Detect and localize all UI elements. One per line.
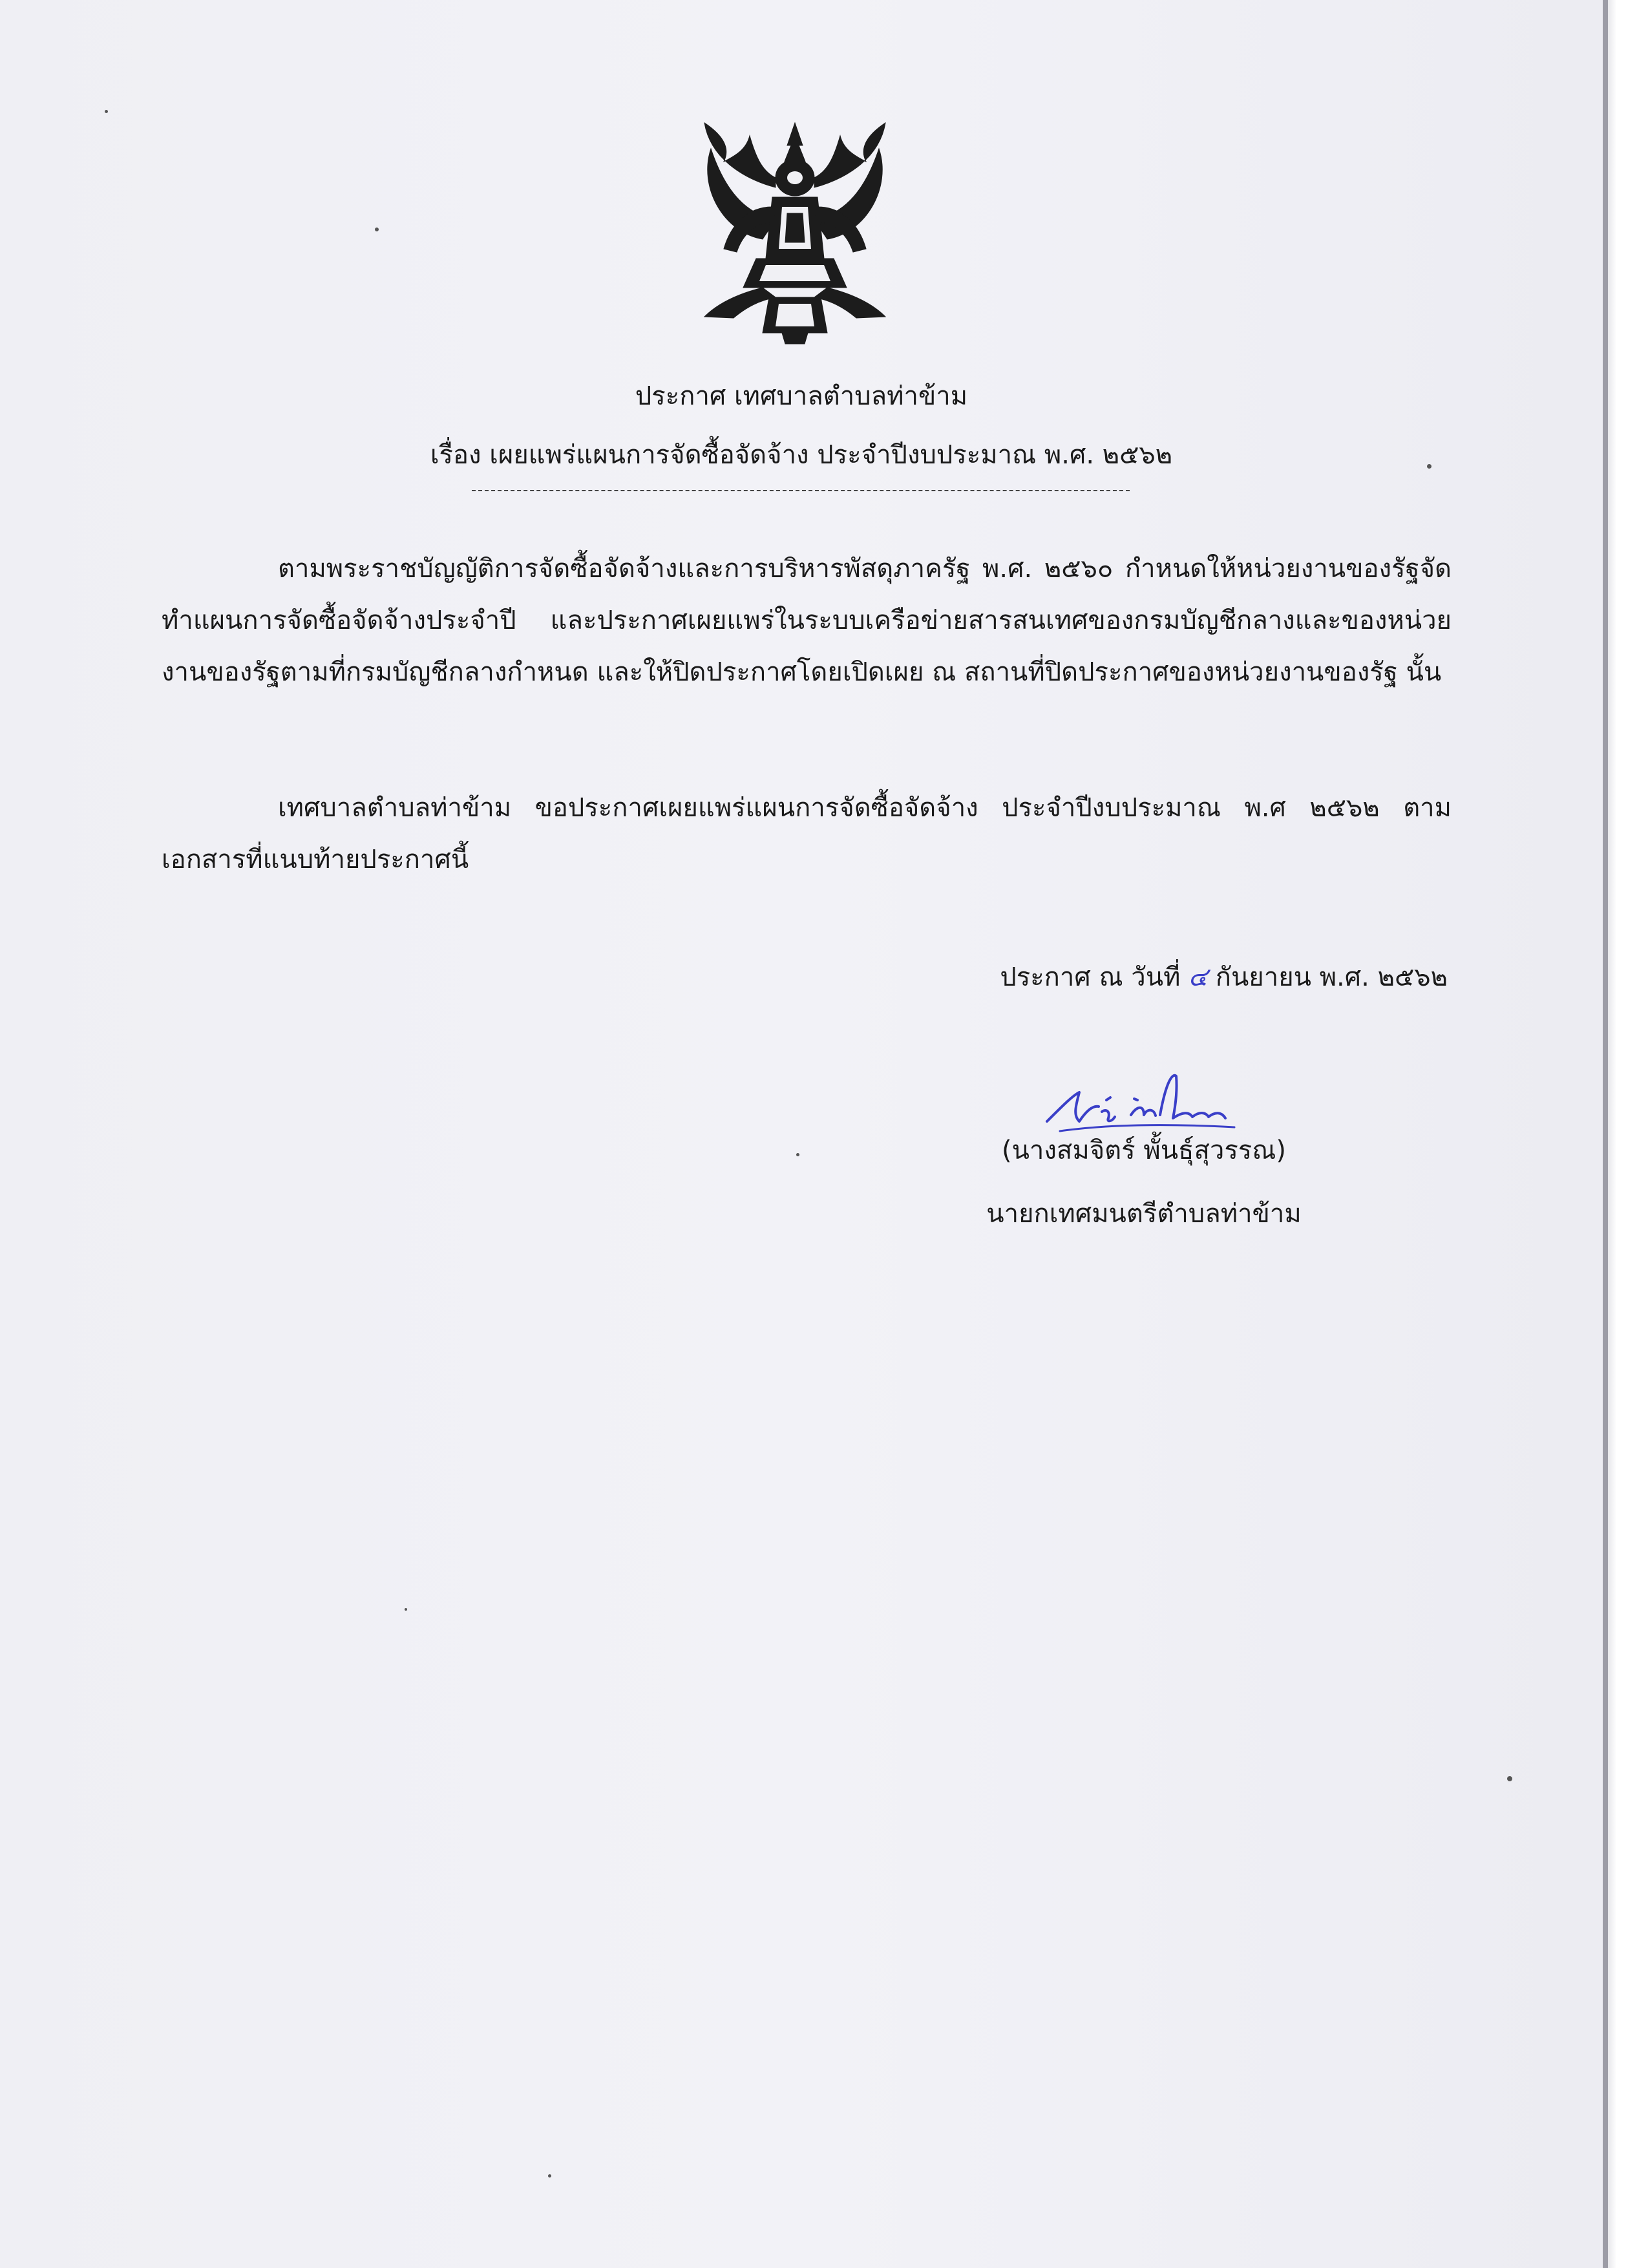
body-paragraph-1: ตามพระราชบัญญัติการจัดซื้อจัดจ้างและการบริหารพัสดุภาครัฐ พ.ศ. ๒๕๖๐ กำหนดให้หน่วยงานของรัฐจัดทำแผนการจัดซื้อจัดจ้างประจำปี และประกาศเผยแพร่ในระบบเครือข่ายสารสนเทศของกรมบัญชีกลางและของหน่วยงานของรัฐตามที่กรมบัญชีกลางกำหนด และให้ปิดประกาศโดยเปิดเผย ณ สถานที่ปิดประกาศของหน่วยงานของรัฐ นั้น <box>162 554 1452 687</box>
scan-speck <box>548 2174 551 2178</box>
scan-speck <box>796 1153 799 1156</box>
scan-speck <box>1427 464 1431 469</box>
garuda-emblem-icon <box>685 110 905 349</box>
scan-speck <box>105 110 108 113</box>
date-month-year: กันยายน พ.ศ. ๒๕๖๒ <box>1215 962 1448 992</box>
handwritten-signature <box>1034 1060 1254 1144</box>
scan-edge-shadow <box>1603 0 1608 2268</box>
announcement-subject: เรื่อง เผยแพร่แผนการจัดซื้อจัดจ้าง ประจำปีงบประมาณ พ.ศ. ๒๕๖๒ <box>430 440 1173 470</box>
scan-speck <box>375 228 379 231</box>
signatory-title: นายกเทศมนตรีตำบลท่าข้าม <box>986 1199 1302 1229</box>
scan-edge <box>1603 0 1648 2268</box>
date-day: ๔ <box>1188 962 1208 992</box>
signatory-name: (นางสมจิตร์ พั้นธุ์สุวรรณ) <box>1001 1136 1287 1165</box>
announcement-date <box>1000 959 1448 995</box>
scan-speck <box>405 1608 407 1611</box>
announcement-header: ประกาศ เทศบาลตำบลท่าข้าม <box>635 381 968 411</box>
date-prefix: ประกาศ ณ วันที่ <box>1000 962 1181 992</box>
scan-speck <box>1507 1776 1512 1781</box>
subject-divider <box>472 490 1130 491</box>
body-paragraph-2: เทศบาลตำบลท่าข้าม ขอประกาศเผยแพร่แผนการจัดซื้อจัดจ้าง ประจำปีงบประมาณ พ.ศ ๒๕๖๒ ตามเอกสารที่แนบท้ายประกาศนี้ <box>162 793 1452 874</box>
